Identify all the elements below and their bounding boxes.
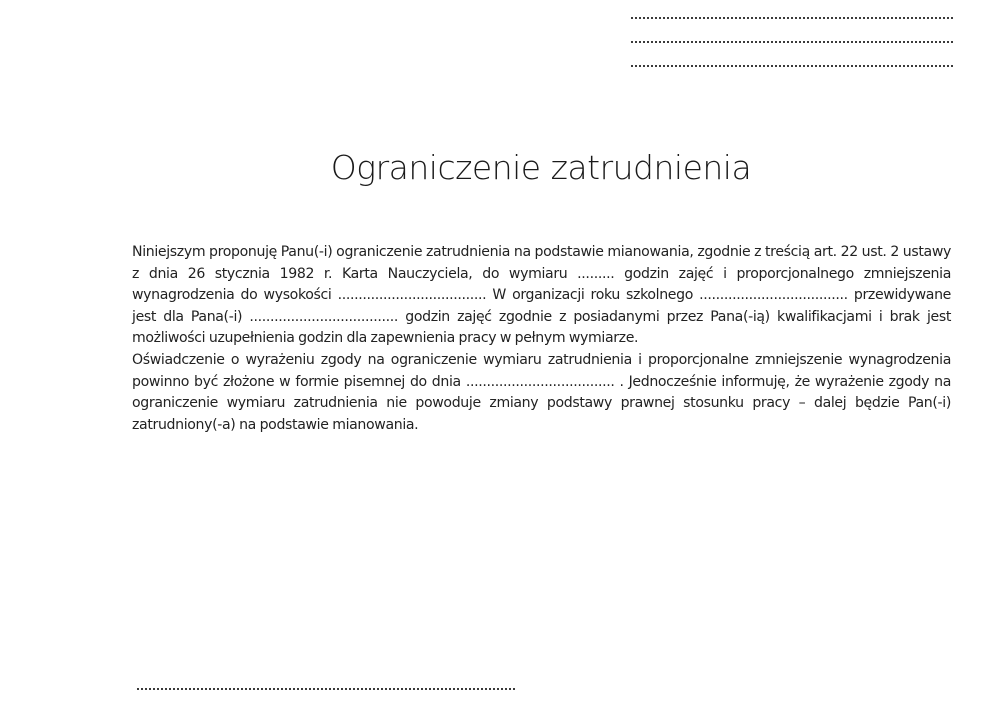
signature-line[interactable] bbox=[137, 678, 515, 690]
recipient-address-lines bbox=[631, 6, 953, 78]
document-body bbox=[132, 242, 951, 436]
address-line[interactable] bbox=[631, 30, 953, 43]
address-line[interactable] bbox=[631, 54, 953, 67]
body-paragraph: Niniejszym proponuję Panu(-i) ograniczenie zatrudnienia na podstawie mianowania, zgodnie z treścią art. 22 ust. 2 ustawy z dnia 26 stycznia 1982 r. Karta Nauczyciela, do wymiaru ......... godzin zajęć i proporcjonalnego zmniejszenia wynagrodzenia do wysokości .................................... W organizacji roku szkolnego .................................... przewidywane jest dla Pana(-i) .................................... godzin zajęć zgodnie z posiadanymi przez Pana(-ią) kwalifikacjami i brak jest możliwości uzupełnienia godzin dla zapewnienia pracy w pełnym wymiarze. bbox=[132, 244, 951, 347]
address-line[interactable] bbox=[631, 6, 953, 19]
body-paragraph: Oświadczenie o wyrażeniu zgody na ograniczenie wymiaru zatrudnienia i proporcjonalne zmniejszenie wynagrodzenia powinno być złożone w formie pisemnej do dnia .................................... . Jednocześnie informuję, że wyrażenie zgody na ograniczenie wymiaru zatrudnienia nie powoduje zmiany podstawy prawnej stosunku pracy – dalej będzie Pan(-i) zatrudniony(-a) na podstawie mianowania. bbox=[132, 351, 951, 433]
document-title: Ograniczenie zatrudnienia bbox=[330, 148, 752, 187]
